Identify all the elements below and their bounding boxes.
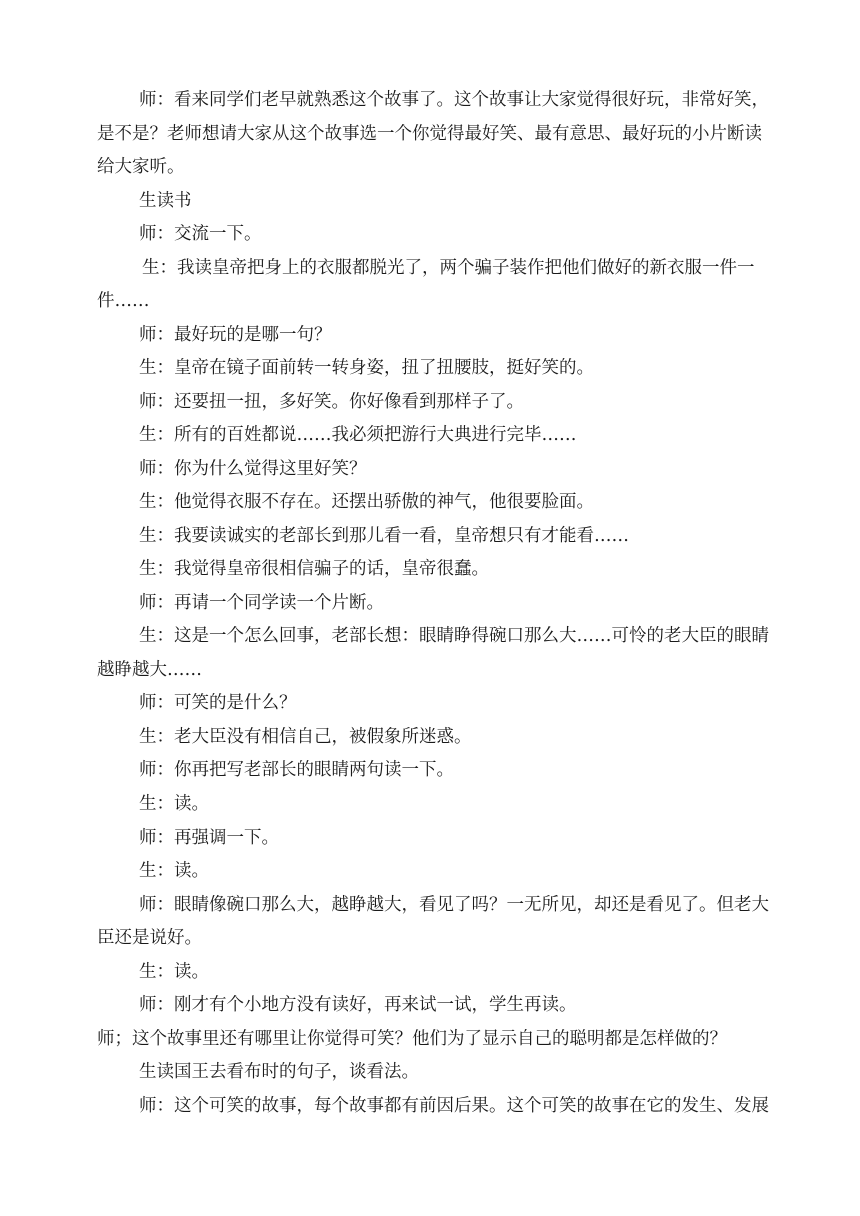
text-line: 生：读。 (139, 861, 209, 881)
text-line: 师：最好玩的是哪一句？ (139, 325, 332, 345)
text-line: 生：所有的百姓都说……我必须把游行大典进行完毕…… (139, 425, 577, 445)
text-line: 生：这是一个怎么回事，老部长想：眼睛睁得碗口那么大……可怜的老大臣的眼睛 (139, 626, 769, 646)
text-line: 给大家听。 (97, 157, 185, 177)
text-line: 师：再强调一下。 (139, 828, 279, 848)
text-line: 师：你为什么觉得这里好笑？ (139, 459, 367, 479)
text-line: 师：这个可笑的故事，每个故事都有前因后果。这个可笑的故事在它的发生、发展 (139, 1096, 769, 1116)
text-line: 生读书 (139, 191, 192, 211)
text-line: 师：看来同学们老早就熟悉这个故事了。这个故事让大家觉得很好玩，非常好笑， (139, 90, 769, 110)
text-line: 生：他觉得衣服不存在。还摆出骄傲的神气，他很要脸面。 (139, 492, 594, 512)
text-line: 件…… (97, 291, 150, 311)
text-line: 师：交流一下。 (139, 224, 262, 244)
text-line: 师：还要扭一扭，多好笑。你好像看到那样子了。 (139, 392, 524, 412)
text-line: 生：读。 (139, 794, 209, 814)
text-line: 师：刚才有个小地方没有读好，再来试一试，学生再读。 (139, 995, 577, 1015)
text-line: 臣还是说好。 (97, 928, 202, 948)
text-line: 师；这个故事里还有哪里让你觉得可笑？他们为了显示自己的聪明都是怎样做的？ (97, 1029, 727, 1049)
text-line: 生：我要读诚实的老部长到那儿看一看，皇帝想只有才能看…… (139, 526, 629, 546)
text-line: 师：你再把写老部长的眼睛两句读一下。 (139, 760, 454, 780)
text-line: 师：可笑的是什么？ (139, 693, 297, 713)
text-line: 是不是？老师想请大家从这个故事选一个你觉得最好笑、最有意思、最好玩的小片断读 (97, 124, 762, 144)
text-line: 生：我读皇帝把身上的衣服都脱光了，两个骗子装作把他们做好的新衣服一件一 (142, 258, 755, 278)
text-line: 生：我觉得皇帝很相信骗子的话，皇帝很蠢。 (139, 559, 489, 579)
text-line: 师：眼睛像碗口那么大，越睁越大，看见了吗？一无所见，却还是看见了。但老大 (139, 895, 769, 915)
text-line: 师：再请一个同学读一个片断。 (139, 593, 384, 613)
text-line: 生：老大臣没有相信自己，被假象所迷惑。 (139, 727, 472, 747)
text-line: 生读国王去看布时的句子，谈看法。 (139, 1062, 419, 1082)
text-line: 生：皇帝在镜子面前转一转身姿，扭了扭腰肢，挺好笑的。 (139, 358, 594, 378)
text-line: 越睁越大…… (97, 660, 202, 680)
text-line: 生：读。 (139, 962, 209, 982)
